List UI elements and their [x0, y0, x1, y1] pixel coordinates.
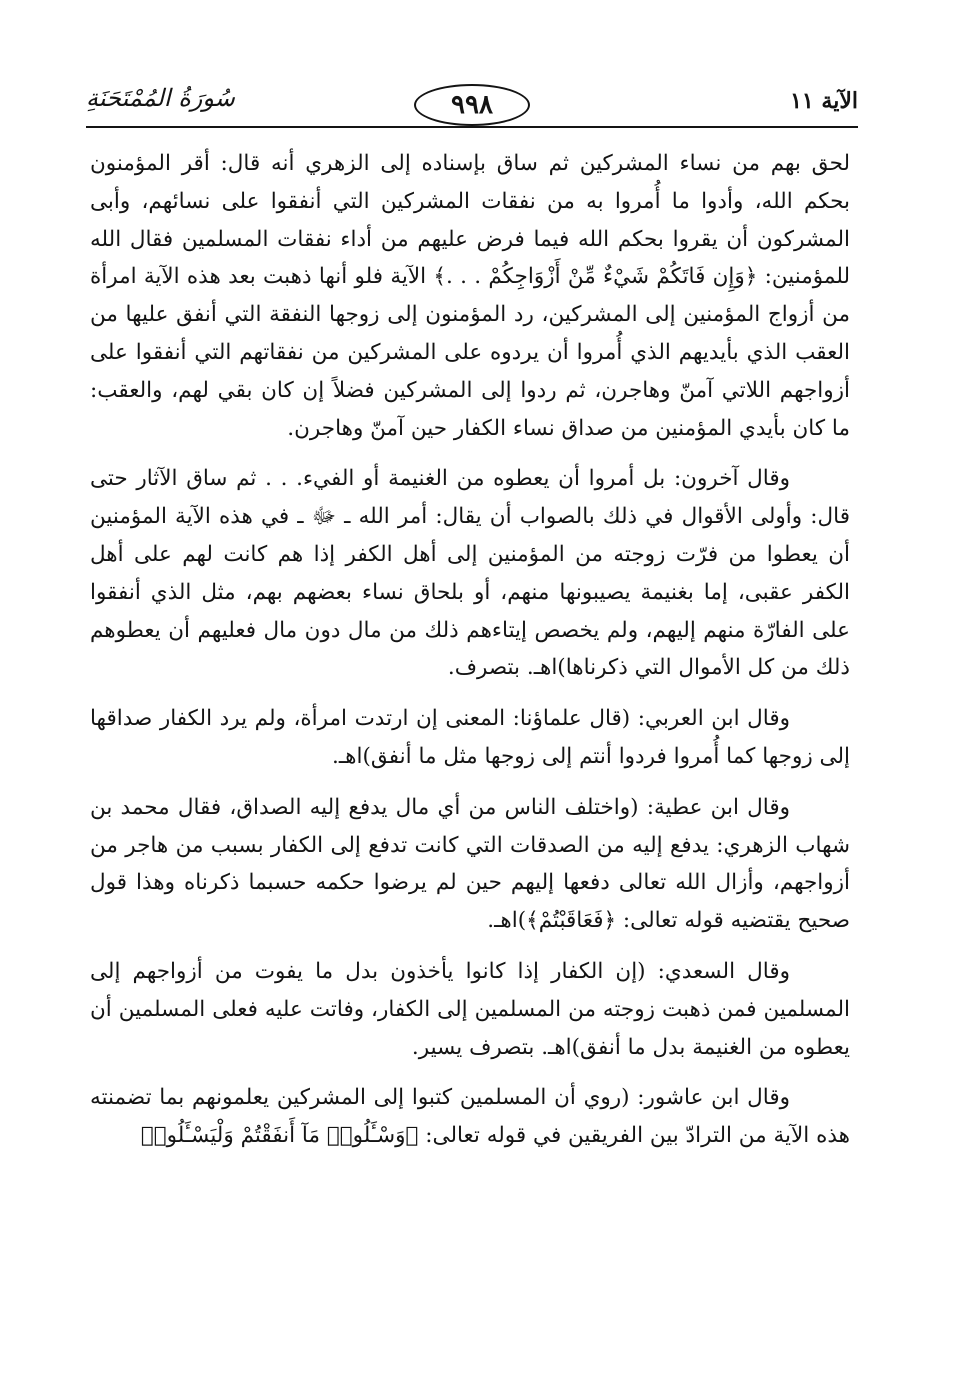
paragraph-ibn-atiyya: وقال ابن عطية: (واختلف الناس من أي مال يدفع إليه الصداق، فقال محمد بن شهاب الزهري: يدفع إليه من الصدقات التي كانت تدفع إلى الكفار بسبب من هاجر من أزواجهم، وأزال الله تعالى دفعها إليهم حين لم يرضوا حكمه حسبما ذكرناه وهذا قول صحيح يقتضيه قوله تعالى: ﴿فَعَاقَبْتُمْ﴾)اهـ.: [90, 794, 850, 934]
page-header: [86, 78, 858, 126]
paragraph-others: وقال آخرون: بل أمروا أن يعطوه من الغنيمة أو الفيء. . . ثم ساق الآثار حتى قال: وأولى الأقوال في ذلك بالصواب أن يقال: أمر الله ـ ﷻ ـ في هذه الآية المؤمنين أن يعطوا من فرّت زوجته من المؤمنين إلى أهل الكفر إذا هم كانت لهم على أهل الكفر عقبى، إما بغنيمة يصيبونها منهم، أو بلحاق نساء بعضهم بهم، مثل الذي أنفقوا على الفارّة منهم إليهم، ولم يخصص إيتاءهم ذلك من مال دون مال فعليهم أن يعطوهم ذلك من كل الأموال التي ذكرناها)اهـ. بتصرف.: [90, 466, 850, 681]
page-number: ٩٩٨: [414, 84, 530, 126]
paragraph-saadi: وقال السعدي: (إن الكفار إذا كانوا يأخذون بدل ما يفوت من أزواجهم إلى المسلمين فمن ذهبت زوجته من المسلمين إلى الكفار، وفاتت عليه فعلى المسلمين أن يعطوه من الغنيمة بدل ما أنفق)اهـ. بتصرف يسير.: [90, 958, 850, 1060]
header-divider: [86, 126, 858, 128]
verse-label: الآية ١١: [790, 88, 858, 114]
paragraph-ibn-ashur: وقال ابن عاشور: (روي أن المسلمين كتبوا إلى المشركين يعلمونهم بما تضمنته هذه الآية من الترادّ بين الفريقين في قوله تعالى: ﴿وَسْـَٔلُوا۟ مَآ أَنفَقْتُمْ وَلْيَسْـَٔلُوا۟: [90, 1085, 850, 1149]
page-body: [90, 145, 850, 1155]
paragraph-ibn-arabi: وقال ابن العربي: (قال علماؤنا: المعنى إن ارتدت امرأة، ولم يرد الكفار صداقها إلى زوجها كما أُمروا فردوا أنتم إلى زوجها مثل ما أنفق)اهـ.: [90, 706, 850, 769]
paragraph-zuhri: لحق بهم من نساء المشركين ثم ساق بإسناده إلى الزهري أنه قال: أقر المؤمنون بحكم الله، وأدوا ما أُمروا به من نفقات المشركين التي أنفقوا على نسائهم، وأبى المشركون أن يقروا بحكم الله فيما فرض عليهم من أداء نفقات المسلمين فقال الله للمؤمنين: ﴿وَإِن فَاتَكُمْ شَيْءٌ مِّنْ أَزْوَاجِكُمْ . . .﴾ الآية فلو أنها ذهبت بعد هذه الآية امرأة من أزواج المؤمنين إلى المشركين، رد المؤمنون إلى زوجها النفقة التي أنفق عليها من العقب الذي بأيديهم الذي أُمروا أن يردوه على المشركين من نفقاتهم التي أنفقوا على أزواجهم اللاتي آمنّ وهاجرن، ثم ردوا إلى المشركين فضلاً إن كان بقي لهم، والعقب: ما كان بأيدي المؤمنين من صداق نساء الكفار حين آمنّ وهاجرن.: [90, 151, 850, 441]
surah-name: سُورَةُ المُمْتَحَنَةِ: [86, 84, 235, 112]
